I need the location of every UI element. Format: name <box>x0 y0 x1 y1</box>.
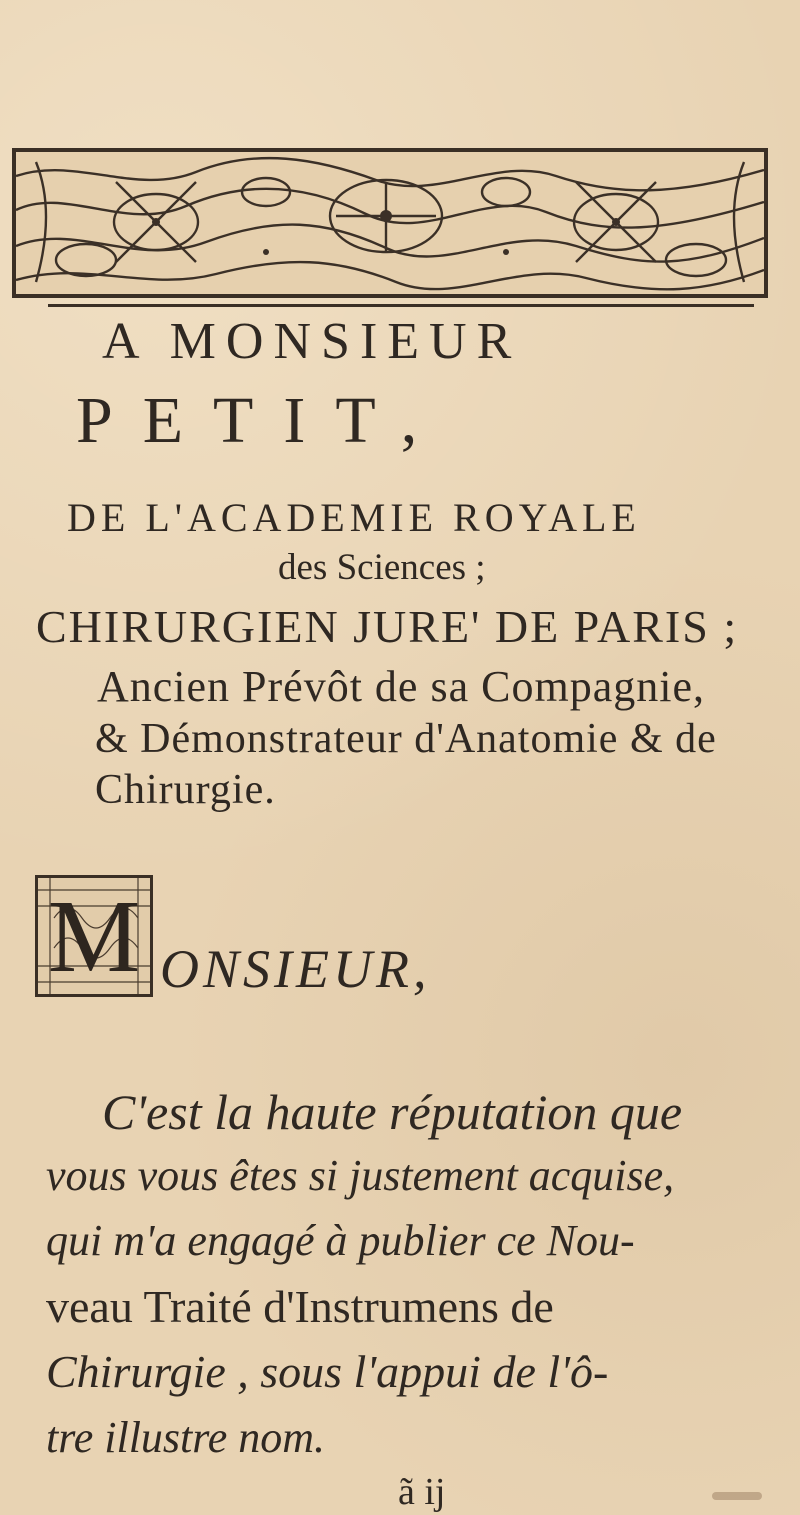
salutation: ONSIEUR, <box>160 939 431 999</box>
body-line-1: C'est la haute réputation que <box>102 1084 683 1140</box>
dedication-line-chirurgien: CHIRURGIEN JURE' DE PARIS ; <box>36 601 739 652</box>
ornamental-initial-frame-icon <box>35 875 153 997</box>
headband-rule <box>48 304 754 307</box>
body-line-2: vous vous êtes si justement acquise, <box>46 1151 675 1200</box>
ornamental-headband-icon <box>12 148 768 298</box>
dedication-line-ancien: Ancien Prévôt de sa Compagnie, <box>97 662 705 711</box>
dedication-line-demonstrateur: & Démonstrateur d'Anatomie & de <box>95 716 717 762</box>
drop-cap: M <box>47 879 141 994</box>
dedication-line-sciences: des Sciences ; <box>278 547 486 588</box>
signature-mark: ã ij <box>398 1471 446 1513</box>
paper-stain <box>712 1492 762 1500</box>
body-line-3: qui m'a engagé à publier ce Nou- <box>46 1216 635 1265</box>
body-line-4: veau Traité d'Instrumens de <box>46 1281 554 1332</box>
dedication-line-chirurgie: Chirurgie. <box>95 767 276 813</box>
body-line-5: Chirurgie , sous l'appui de l'ô- <box>46 1346 609 1397</box>
dedication-line-monsieur: A MONSIEUR <box>102 313 522 370</box>
dedication-line-academie: DE L'ACADEMIE ROYALE <box>67 495 641 540</box>
body-line-6: tre illustre nom. <box>46 1413 326 1462</box>
dedication-line-name: PETIT, <box>76 384 448 457</box>
